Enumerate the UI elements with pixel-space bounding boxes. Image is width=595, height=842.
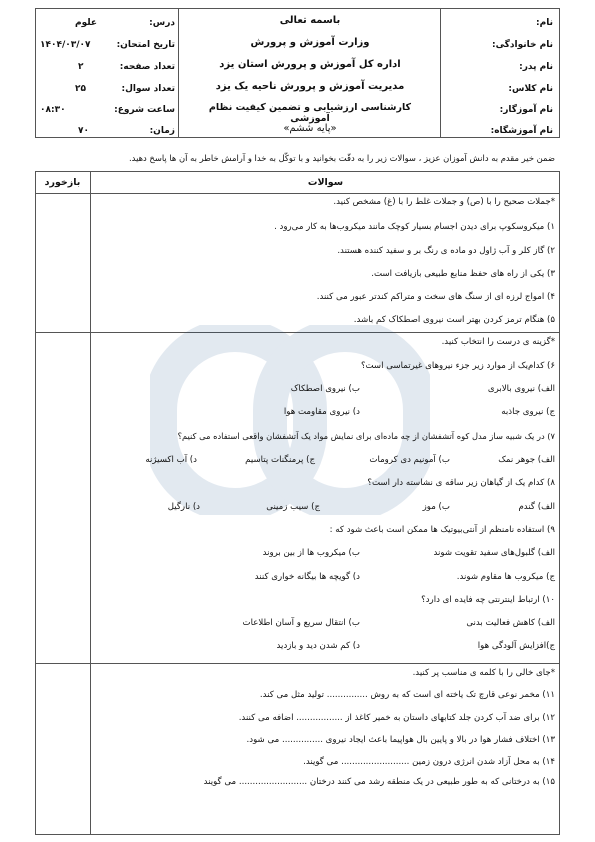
exam-info-row (40, 99, 175, 120)
q7-option-a[interactable]: الف) جوهر نمک (498, 455, 555, 465)
exam-info-label: درس: (149, 17, 175, 28)
name-field[interactable]: نام: (536, 17, 553, 28)
table-col-divider (90, 171, 91, 835)
basmala: باسمه تعالی (279, 15, 341, 26)
teacher-name-field[interactable]: نام آموزگار: (499, 104, 553, 115)
intro-text: ضمن خیر مقدم به دانش آموزان عزیز ، سوالات زیر را به دقّت بخوانید و با توکّل به خدا و آرامش خاطر به آن ها پاسخ دهید. (129, 153, 555, 163)
header-divider-right (440, 8, 441, 138)
q7-option-d[interactable]: د) آب اکسیژنه (145, 455, 197, 465)
table-header-divider (35, 193, 560, 194)
exam-info-label: تعداد صفحه: (119, 61, 175, 72)
exam-info-row (40, 120, 175, 141)
section1-title: *جملات صحیح را با (ص) و جملات غلط را با (غ) مشخص کنید. (333, 197, 555, 207)
questions-header: سوالات (307, 177, 344, 188)
q6-option-d[interactable]: د) نیروی مقاومت هوا (283, 407, 360, 417)
school-name-field[interactable]: نام آموزشگاه: (490, 125, 553, 136)
question-12: ۱۲) برای ضد آب کردن جلد کتابهای داستان به خمیر کاغذ از ................. اضافه می کنند. (238, 713, 555, 723)
q10-option-c[interactable]: ج)افزایش آلودگی هوا (477, 641, 555, 651)
evaluation-office: کارشناسی ارزشیابی و تضمین کیفیت نظام آموزشی (208, 102, 412, 124)
grade-label: «پایه ششم» (283, 123, 337, 134)
question-8: ۸) کدام یک از گیاهان زیر ساقه ی نشاسته دار است؟ (367, 478, 555, 488)
q7-option-b[interactable]: ب) آمونیم دی کرومات (369, 455, 450, 465)
header-divider-left (178, 8, 179, 138)
question-14: ۱۴) به محل آزاد شدن انرژی درون زمین ......................... می گویند. (303, 757, 555, 767)
exam-info-label: زمان: (149, 125, 175, 136)
exam-info-row (40, 78, 175, 99)
q9-option-a[interactable]: الف) گلبول‌های سفید تقویت شوند (433, 548, 555, 558)
q10-option-d[interactable]: د) کم شدن دید و بازدید (276, 641, 360, 651)
question-4: ۴) امواج لرزه ای از سنگ های سخت و متراکم کندتر عبور می کنند. (316, 292, 555, 302)
question-15: ۱۵) به درختانی که به طور طبیعی در یک منطقه رشد می کنند درختان ......................... می گویند (203, 777, 555, 787)
section3-title: *جای خالی را با کلمه ی مناسب پر کنید. (412, 668, 555, 678)
exam-info-value: ۰۸:۳۰ (40, 104, 66, 115)
q6-option-a[interactable]: الف) نیروی بالابری (487, 384, 555, 394)
question-1: ۱) میکروسکوپ برای دیدن اجسام بسیار کوچک مانند میکروب‌ها به کار می‌رود . (274, 222, 555, 232)
father-name-field[interactable]: نام پدر: (519, 61, 553, 72)
exam-info-row (40, 34, 175, 55)
exam-info-value: ۲۵ (75, 83, 86, 94)
q6-option-c[interactable]: ج) نیروی جاذبه (501, 407, 555, 417)
family-name-field[interactable]: نام خانوادگی: (491, 39, 553, 50)
exam-info-value: ۲ (78, 61, 84, 72)
question-7: ۷) در یک شبیه ساز مدل کوه آتشفشان از چه ماده‌ای برای نمایش مواد یک آتشفشان واقعی استفاده می کنیم؟ (177, 431, 555, 441)
question-3: ۳) یکی از راه های حفظ منابع طبیعی بازیافت است. (371, 269, 555, 279)
q8-option-c[interactable]: ج) سیب زمینی (266, 502, 320, 512)
ministry: وزارت آموزش و پرورش (250, 37, 370, 48)
question-2: ۲) گاز کلر و آب ژاول دو ماده ی رنگ بر و سفید کننده هستند. (337, 246, 555, 256)
q6-option-b[interactable]: ب) نیروی اصطکاک (290, 384, 360, 394)
province-office: اداره کل آموزش و پرورش استان یزد (219, 59, 401, 70)
question-10: ۱۰) ارتباط اینترنتی چه فایده ای دارد؟ (421, 595, 555, 605)
q9-option-d[interactable]: د) گویچه ها بیگانه خواری کنند (254, 572, 360, 582)
exam-info-value: ۱۴۰۴/۰۳/۰۷ (40, 39, 91, 50)
q10-option-a[interactable]: الف) کاهش فعالیت بدنی (466, 618, 555, 628)
question-13: ۱۳) اختلاف فشار هوا در بالا و پایین بال هواپیما باعث ایجاد نیروی ............... می شود. (246, 735, 555, 745)
q8-option-b[interactable]: ب) موز (422, 502, 450, 512)
exam-info-value: علوم (75, 17, 98, 28)
question-6: ۶) کدام‌یک از موارد زیر جزء نیروهای غیرتماسی است؟ (360, 361, 555, 371)
class-name-field[interactable]: نام کلاس: (508, 83, 553, 94)
q8-option-d[interactable]: د) نارگیل (167, 502, 200, 512)
q9-option-c[interactable]: ج) میکروب ها مقاوم شوند. (456, 572, 555, 582)
question-9: ۹) استفاده نامنظم از آنتی‌بیوتیک ها ممکن است باعث شود که : (329, 525, 555, 535)
exam-info-row (40, 56, 175, 77)
q9-option-b[interactable]: ب) میکروب ها از بین بروند (262, 548, 360, 558)
district-office: مدیریت آموزش و پرورش ناحیه یک یزد (215, 81, 405, 92)
feedback-header: بازخورد (44, 177, 81, 188)
question-5: ۵) هنگام ترمز کردن بهتر است نیروی اصطکاک کم باشد. (353, 315, 555, 325)
question-11: ۱۱) مخمر نوعی قارچ تک یاخته ای است که به روش ............... تولید مثل می کند. (259, 690, 555, 700)
exam-info-value: ۷۰ (78, 125, 89, 136)
exam-info-label: ساعت شروع: (114, 104, 175, 115)
exam-info-row (40, 12, 175, 33)
q10-option-b[interactable]: ب) انتقال سریع و آسان اطلاعات (242, 618, 360, 628)
q7-option-c[interactable]: ج) پرمنگنات پتاسیم (245, 455, 315, 465)
q8-option-a[interactable]: الف) گندم (518, 502, 555, 512)
section2-title: *گزینه ی درست را انتخاب کنید. (441, 337, 555, 347)
exam-info-label: تعداد سوال: (121, 83, 175, 94)
exam-info-label: تاریخ امتحان: (116, 39, 175, 50)
section-divider-2 (35, 663, 560, 664)
